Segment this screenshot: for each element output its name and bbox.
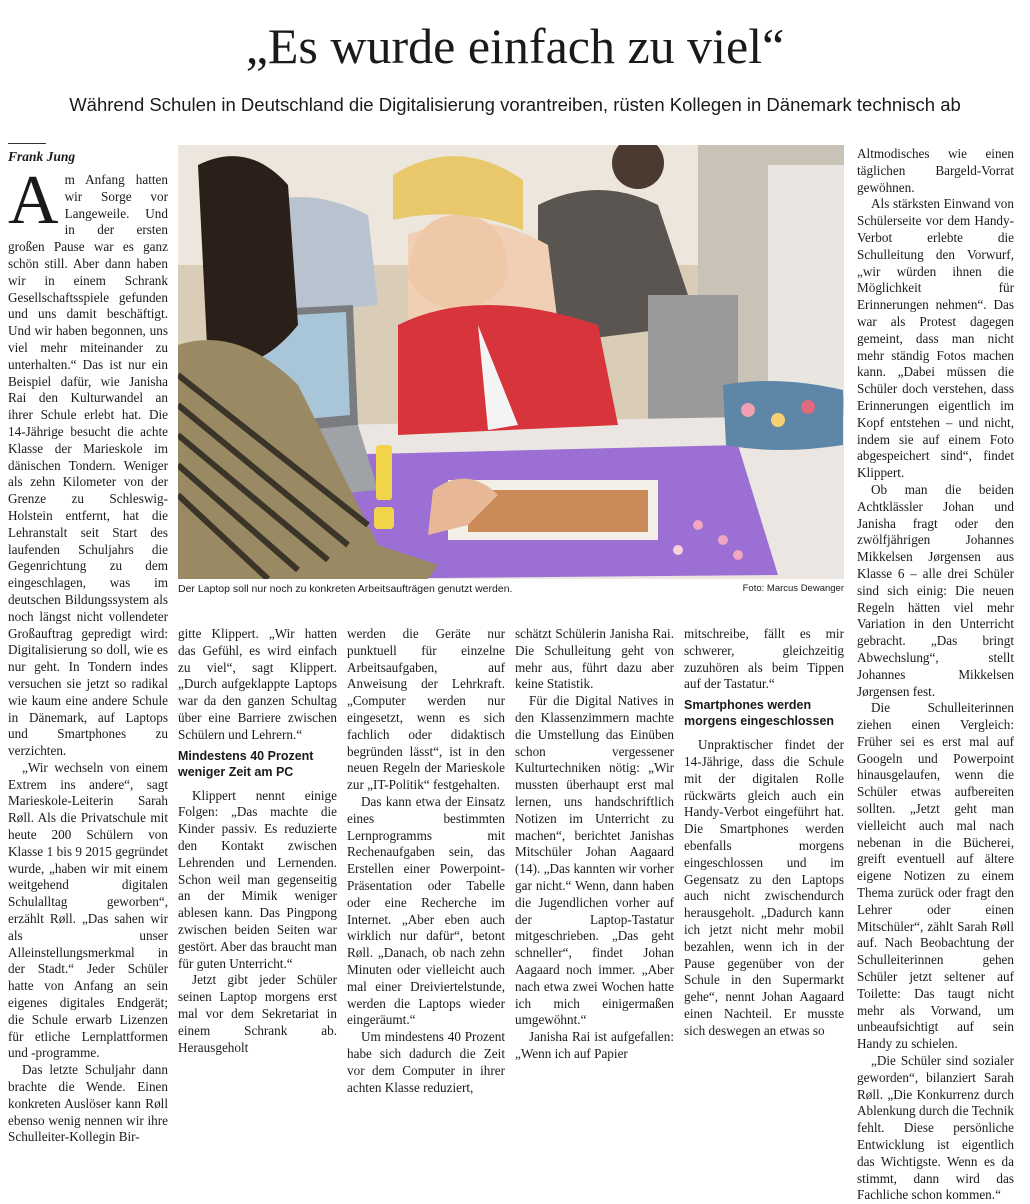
article-column-1 <box>8 162 168 1146</box>
paragraph: Jetzt gibt jeder Schüler seinen Laptop morgens erst mal vor dem Sekretariat in einem Schrank ab. Herausgeholt <box>178 972 337 1055</box>
photo-caption-bar <box>178 582 844 596</box>
paragraph: Die Schulleiterinnen ziehen einen Vergleich: Früher sei es erst mal auf Googeln und Powerpoint hinausgelaufen, wenn die Schüler etwas aufbereiten sollten. „Jetzt geht man vielleicht auch mal nach nebenan in die Bücherei, greift eventuell auf ältere eigene Notizen zu einem Thema zurück oder fragt den Lehrer oder einen Mitschüler“, zählt Sarah Røll auf. Nach Beobachtung der Schulleiterinnen gehen Schüler jetzt seltener auf Toilette: Das taugt nicht mehr als Vorwand, um unbeaufsichtigt auf sein Handy zu schielen. <box>857 700 1014 1052</box>
intro-paragraph <box>8 162 168 760</box>
headline: „Es wurde einfach zu viel“ <box>245 18 785 74</box>
paragraph: Für die Digital Natives in den Klassenzimmern machte die Umstellung das Einüben schon vergessener Kulturtechniken nötig: „Wir mussten überhaupt erst mal lernen, uns handschriftlich Notizen im Unterricht zu machen“, berichtet Janishas Mitschüler Johan Aagaard (14). „Das kannten wir vorher gar nicht.“ Wenn, dann haben die Jugendlichen vorher auf der Laptop-Tastatur mitgeschrieben. „Das geht schneller“, findet Johan Aagaard noch immer. „Aber nach etwa zwei Wochen hatte ich mich einigermaßen umgewöhnt.“ <box>515 693 674 1028</box>
article-column-4 <box>515 626 674 1063</box>
classroom-photo-illustration <box>178 145 844 579</box>
photo-credit: Foto: Marcus Dewanger <box>742 583 844 594</box>
paragraph: Janisha Rai ist aufgefallen: „Wenn ich auf Papier <box>515 1029 674 1061</box>
subheadline: Während Schulen in Deutschland die Digitalisierung vorantreiben, rüsten Kollegen in Dänemark technisch ab <box>69 94 961 115</box>
paragraph: Das letzte Schuljahr dann brachte die Wende. Einen konkreten Auslöser kann Røll ebenso wenig nennen wir ihre Schulleiter-Kollegin Bir- <box>8 1062 168 1145</box>
dropcap: A <box>8 162 59 239</box>
article-photo <box>178 145 844 579</box>
intro-text: m Anfang hatten wir Sorge vor Langeweile. Und in der ersten großen Pause war es ganz schön still. Aber dann haben wir in einem Schrank Gesellschaftsspiele gefunden und uns damit beschäftigt. Und wir haben begonnen, uns viel mehr miteinander zu unterhalten.“ Das ist nur ein Beispiel dafür, wie Janisha Rai den Kulturwandel an ihrer Schule erlebt hat. Die 14-Jährige besucht die achte Klasse der Marieskole im dänischen Tondern. Weniger als zehn Kilometer von der Grenze zu Schleswig-Holstein entfernt, hat die Lehranstalt seit Start des laufenden Schuljahrs die Gegenrichtung zu dem eingeschlagen, was im deutschen Bildungssystem als noch längst nicht vollendeter Großauftrag gepredigt wird: Digitalisierung so doll, wie es nur geht. In Tondern indes versuchen sie jetzt so radikal wie kaum eine andere Schule in Dänemark, auf Laptops und Smartphones zu verzichten. <box>8 172 168 759</box>
article-column-3 <box>347 626 505 1096</box>
paragraph: werden die Geräte nur punktuell für einzelne Arbeitsaufgaben, auf Anweisung der Lehrkraft. „Computer werden nur eingesetzt, wenn es sich fachlich oder didaktisch begründen lässt“, ist in den neuen Regeln der Marieskole zur „IT-Politik“ festgehalten. <box>347 626 505 793</box>
article-column-5 <box>684 626 844 1040</box>
paragraph: Altmodisches wie einen täglichen Bargeld-Vorrat gewöhnen. <box>857 146 1014 195</box>
paragraph: Klippert nennt einige Folgen: „Das machte die Kinder passiv. Es reduzierte den Kontakt zwischen Lehrenden und Lernenden. Schon weil man gegenseitig an der Mimik weniger ablesen kann. Das Pingpong zwischen beiden Seiten war gestört. Aber das braucht man für guten Unterricht.“ <box>178 787 337 971</box>
subheading: Mindestens 40 Prozent weniger Zeit am PC <box>178 748 314 779</box>
paragraph: Ob man die beiden Achtklässler Johan und Janisha fragt oder den zwölfjährigen Johannes Mikkelsen Jørgensen aus Klasse 6 – alle drei Schüler sind sich einig: Die neuen Regeln hätten viel mehr Variation in den Unterricht gebracht. „Das bringt Abwechslung“, stellt Johannes Mikkelsen Jørgensen fest. <box>857 481 1014 699</box>
subheading: Smartphones werden morgens eingeschlossen <box>684 698 835 729</box>
author-rule <box>8 143 46 144</box>
photo-caption: Der Laptop soll nur noch zu konkreten Arbeitsaufträgen genutzt werden. <box>178 583 513 595</box>
paragraph: mitschreibe, fällt es mir schwerer, gleichzeitig zuzuhören als beim Tippen auf der Tastatur.“ <box>684 626 844 692</box>
paragraph: gitte Klippert. „Wir hatten das Gefühl, es wird einfach zu viel“, sagt Klippert. „Durch aufgeklappte Laptops war da den ganzen Schultag über eine Barriere zwischen Schülern und Lehrern.“ <box>178 626 337 742</box>
paragraph: Um mindestens 40 Prozent habe sich dadurch die Zeit vor dem Computer in ihrer achten Klasse reduziert, <box>347 1029 505 1095</box>
paragraph: „Die Schüler sind sozialer geworden“, bilanziert Sarah Røll. „Die Konkurrenz durch Ablenkung durch die Technik fehlt. Diese persönliche Entwicklung ist eigentlich das Wichtigste. Wenn es da stimmt, dann wird das Fachliche schon kommen.“ <box>857 1053 1014 1203</box>
article-column-6 <box>857 146 1014 1204</box>
paragraph: Das kann etwa der Einsatz eines bestimmten Lernprogramms mit Rechenaufgaben sein, das Erstellen einer Powerpoint-Präsentation oder Tabelle oder eine Recherche im Internet. „Aber eben auch wirklich nur dafür“, betont Røll. „Danach, ob nach zehn Minuten oder vielleicht auch mal einer Dreiviertelstunde, werden die Laptops wieder eingeräumt.“ <box>347 793 505 1028</box>
author: Frank Jung <box>8 149 76 164</box>
paragraph: Als stärksten Einwand von Schülerseite vor dem Handy-Verbot erlebte die Schulleitung den Vorwurf, „wir würden ihnen die Möglichkeit für Erinnerungen nehmen“. Das war als Protest dagegen gemeint, dass man nicht mehr ständig Fotos machen kann. „Dabei müssen die Schüler doch verstehen, dass Erinnerungen eigentlich im Kopf entstehen – und nicht, indem sie auf einem Foto abgespeichert sind“, findet Klippert. <box>857 196 1014 481</box>
article-column-2 <box>178 626 337 1056</box>
paragraph: „Wir wechseln von einem Extrem ins andere“, sagt Marieskole-Leiterin Sarah Røll. Als die Privatschule mit heute 200 Schülern von Klasse 1 bis 9 2015 gegründet wurde, „haben wir mit einem weitgehend digitalen Schulalltag geworben“, erzählt Røll. „Das sahen wir als unser Alleinstellungsmerkmal in der Stadt.“ Jeder Schüler hatte von Anfang an sein eigenes digitales Endgerät; die Schule erwarb Lizenzen für etliche Lernplattformen und -programme. <box>8 759 168 1061</box>
paragraph: Unpraktischer findet der 14-Jährige, dass die Schule mit der digitalen Rolle rückwärts gleich auch ein Handy-Verbot eingeführt hat. Die Smartphones werden ebenfalls morgens eingeschlossen und im Gegensatz zu den Laptops auch nicht zwischendurch herausgeholt. „Dadurch kann ich jetzt nicht mehr mobil bezahlen, wenn ich in der Pause gegenüber von der Schule in den Supermarkt gehe“, nennt Johan Aagaard einen Nachteil. Er musste sich deswegen an etwas so <box>684 737 844 1038</box>
paragraph: schätzt Schülerin Janisha Rai. Die Schulleitung geht von mehr aus, führt dazu aber keine Statistik. <box>515 626 674 692</box>
